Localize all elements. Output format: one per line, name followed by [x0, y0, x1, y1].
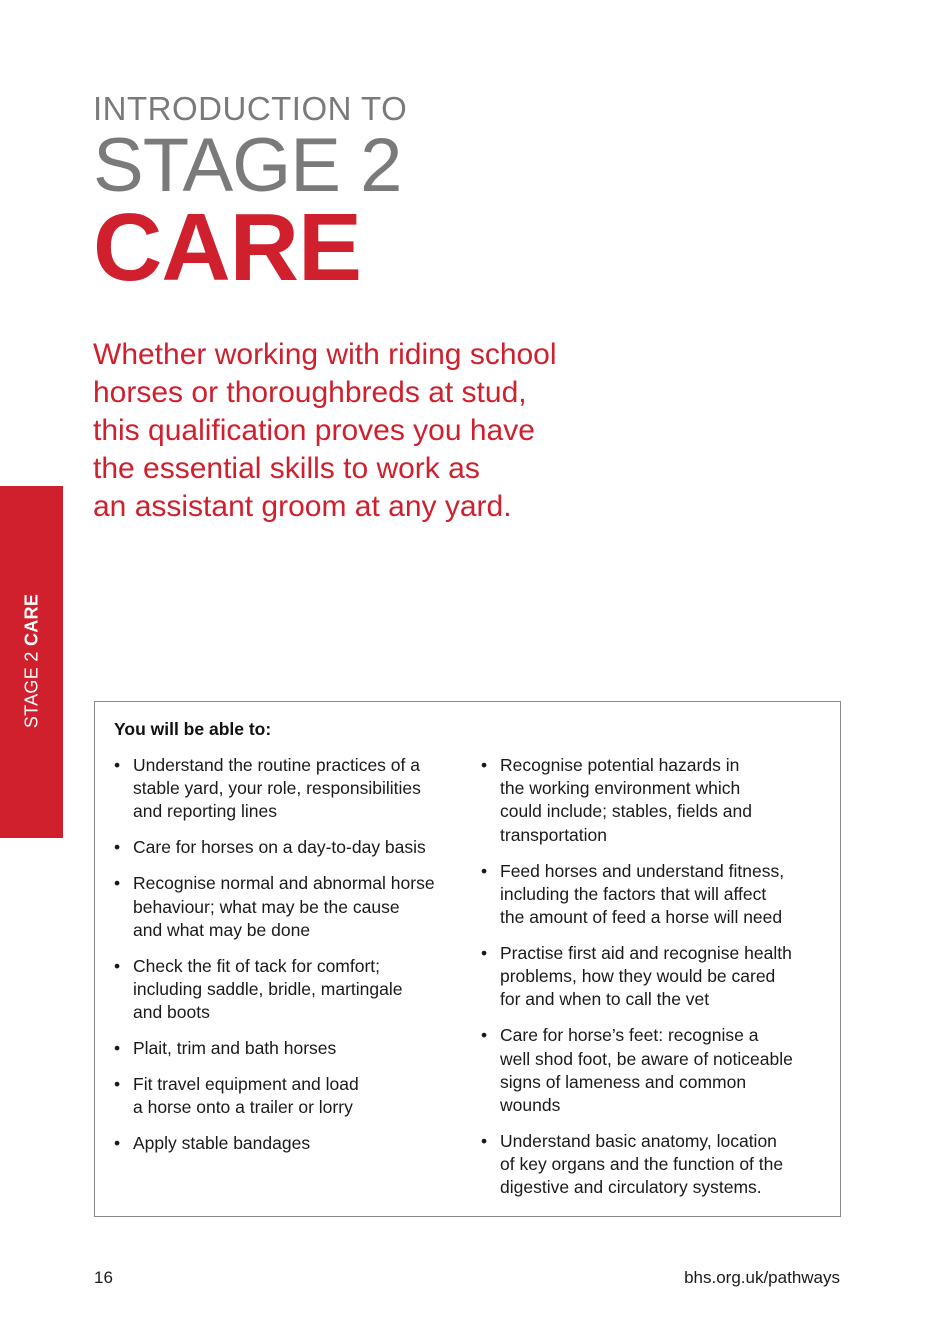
side-tab-label-bold: CARE	[21, 593, 42, 647]
bullet-icon: •	[481, 1025, 488, 1046]
outcome-line: Care for horses on a day-to-day basis	[133, 837, 426, 858]
page-number: 16	[94, 1268, 113, 1287]
outcome-line: including saddle, bridle, martingale	[133, 979, 403, 1000]
outcome-line: and boots	[133, 1002, 210, 1023]
outcome-line: signs of lameness and common	[500, 1071, 747, 1092]
outcome-line: Plait, trim and bath horses	[133, 1038, 337, 1059]
outcome-line: Understand basic anatomy, location	[500, 1131, 777, 1152]
footer-url: bhs.org.uk/pathways	[684, 1268, 840, 1287]
outcomes-list-right	[481, 754, 826, 1212]
outcome-line: transportation	[500, 824, 608, 845]
outcome-line: behaviour; what may be the cause	[133, 896, 400, 917]
bullet-icon: •	[114, 1133, 121, 1154]
bullet-icon: •	[114, 955, 121, 976]
title-kicker: INTRODUCTION TO	[93, 90, 408, 127]
outcome-line: problems, how they would be cared	[500, 966, 776, 987]
bullet-icon: •	[114, 837, 121, 858]
bullet-icon: •	[114, 873, 121, 894]
outcome-line: a horse onto a trailer or lorry	[133, 1097, 353, 1118]
outcome-line: Apply stable bandages	[133, 1133, 311, 1154]
outcome-item	[114, 1132, 464, 1155]
bullet-icon: •	[481, 860, 488, 881]
title-care: CARE	[93, 194, 362, 301]
outcome-line: for and when to call the vet	[500, 989, 710, 1010]
outcome-line: Care for horse’s feet: recognise a	[500, 1025, 759, 1046]
intro-line: Whether working with riding school	[93, 338, 557, 371]
outcome-line: stable yard, your role, responsibilities	[133, 778, 421, 799]
bullet-icon: •	[114, 1038, 121, 1059]
outcome-line: including the factors that will affect	[500, 883, 767, 904]
outcome-line: Recognise normal and abnormal horse	[133, 873, 435, 894]
outcome-item	[481, 754, 826, 847]
outcome-line: and reporting lines	[133, 801, 277, 822]
outcome-item	[481, 860, 826, 930]
intro-line: this qualification proves you have	[93, 414, 535, 447]
page-title	[93, 90, 408, 301]
side-tab-label-regular: STAGE 2	[21, 646, 42, 729]
learning-outcomes-box	[94, 701, 841, 1217]
outcome-line: the working environment which	[500, 778, 741, 799]
outcome-line: digestive and circulatory systems.	[500, 1177, 762, 1198]
outcome-item	[481, 1130, 826, 1200]
outcome-item	[114, 754, 464, 824]
title-stage: STAGE 2	[93, 123, 402, 208]
bullet-icon: •	[481, 1131, 488, 1152]
outcome-item	[114, 955, 464, 1025]
bullet-icon: •	[114, 1074, 121, 1095]
outcome-item	[114, 1073, 464, 1119]
intro-paragraph	[93, 336, 613, 526]
outcome-item	[114, 1037, 464, 1060]
side-tab-label	[22, 594, 43, 728]
box-heading: You will be able to:	[114, 719, 272, 739]
outcome-line: and what may be done	[133, 919, 311, 940]
outcome-item	[114, 836, 464, 859]
intro-line: horses or thoroughbreds at stud,	[93, 376, 527, 409]
outcome-line: Recognise potential hazards in	[500, 755, 740, 775]
intro-line: an assistant groom at any yard.	[93, 490, 512, 523]
outcome-line: Fit travel equipment and load	[133, 1074, 359, 1095]
bullet-icon: •	[481, 755, 488, 775]
outcome-line: Understand the routine practices of a	[133, 755, 420, 775]
outcome-line: Feed horses and understand fitness,	[500, 860, 785, 881]
outcome-line: Practise first aid and recognise health	[500, 943, 792, 964]
outcome-item	[481, 1024, 826, 1117]
outcome-line: of key organs and the function of the	[500, 1154, 784, 1175]
bullet-icon: •	[114, 755, 121, 775]
outcomes-list-left	[114, 754, 464, 1168]
outcome-item	[114, 872, 464, 942]
bullet-icon: •	[481, 943, 488, 964]
outcome-line: well shod foot, be aware of noticeable	[500, 1048, 793, 1069]
outcome-line: Check the fit of tack for comfort;	[133, 955, 381, 976]
outcome-line: wounds	[500, 1095, 561, 1116]
outcome-item	[481, 942, 826, 1012]
outcome-line: could include; stables, fields and	[500, 801, 752, 822]
outcome-line: the amount of feed a horse will need	[500, 907, 783, 928]
intro-line: the essential skills to work as	[93, 452, 480, 485]
